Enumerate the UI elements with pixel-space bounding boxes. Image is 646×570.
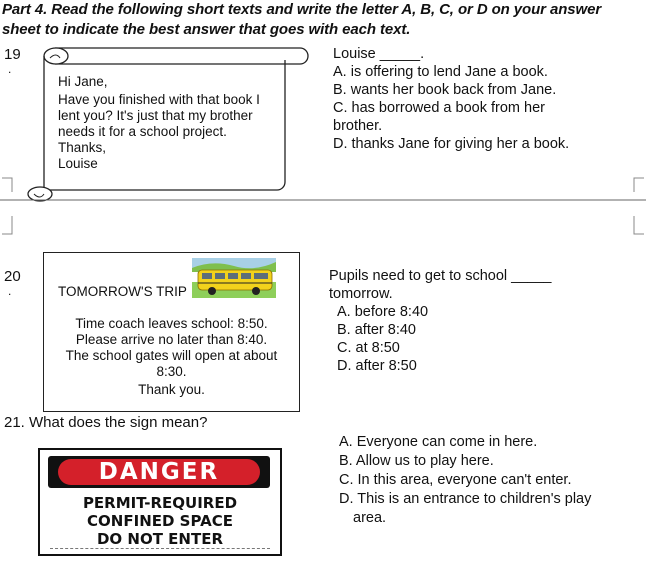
trip-notice-line-2: Please arrive no later than 8:40. — [75, 332, 268, 347]
question-20-number: 20 — [4, 268, 21, 285]
question-19-option-c-cont: brother. — [333, 118, 383, 134]
danger-header: DANGER — [58, 459, 260, 485]
note-closing: Thanks, — [58, 140, 107, 155]
question-19-number: 19 — [4, 46, 21, 63]
scroll-top-edge — [55, 48, 308, 64]
question-21-option-d-cont: area. — [353, 510, 387, 526]
question-20-dot: . — [8, 284, 12, 298]
question-21-text: 21. What does the sign mean? — [4, 414, 208, 431]
question-20-option-b: B. after 8:40 — [337, 322, 416, 338]
note-signature: Louise — [58, 156, 98, 171]
trip-notice-line-4: 8:30. — [156, 364, 187, 379]
sign-line-1: PERMIT-REQUIRED — [82, 494, 238, 512]
question-19-dot: . — [8, 62, 12, 76]
note-line-2: lent you? It's just that my brother — [58, 108, 253, 123]
trip-notice-title: TOMORROW'S TRIP — [58, 284, 187, 299]
question-20-stem: Pupils need to get to school _____ — [329, 268, 552, 284]
question-21-option-c: C. In this area, everyone can't enter. — [339, 472, 572, 488]
scroll-bottom-curl — [28, 187, 52, 201]
instructions-line-2: sheet to indicate the best answer that goes with each text. — [2, 21, 411, 38]
question-19-option-b: B. wants her book back from Jane. — [333, 82, 557, 98]
school-bus-image — [192, 258, 276, 298]
trip-notice-line-1: Time coach leaves school: 8:50. — [75, 316, 268, 331]
note-line-3: needs it for a school project. — [58, 124, 227, 139]
danger-sign — [38, 448, 282, 556]
question-19-option-d: D. thanks Jane for giving her a book. — [333, 136, 570, 152]
sign-line-3: DO NOT ENTER — [96, 530, 223, 548]
sign-line-2: CONFINED SPACE — [87, 512, 233, 530]
note-greeting: Hi Jane, — [58, 74, 108, 89]
trip-notice-line-3: The school gates will open at about — [65, 348, 278, 363]
question-21-option-a: A. Everyone can come in here. — [339, 434, 538, 450]
note-line-1: Have you finished with that book I — [58, 92, 260, 107]
question-20-option-c: C. at 8:50 — [337, 340, 400, 356]
scroll-top-curl — [44, 48, 68, 64]
trip-notice-line-5: Thank you. — [138, 382, 205, 397]
question-20-option-a: A. before 8:40 — [337, 304, 429, 320]
question-19-stem: Louise _____. — [333, 46, 425, 62]
question-21-option-b: B. Allow us to play here. — [339, 453, 494, 469]
question-19-option-c: C. has borrowed a book from her — [333, 100, 545, 116]
question-20-option-d: D. after 8:50 — [337, 358, 417, 374]
sign-fine-print — [50, 548, 270, 549]
question-21-option-d: D. This is an entrance to children's play — [339, 491, 592, 507]
question-19-option-a: A. is offering to lend Jane a book. — [333, 64, 548, 80]
instructions-line-1: Part 4. Read the following short texts and write the letter A, B, C, or D on your answer — [2, 1, 602, 18]
question-20-stem-cont: tomorrow. — [329, 286, 393, 302]
